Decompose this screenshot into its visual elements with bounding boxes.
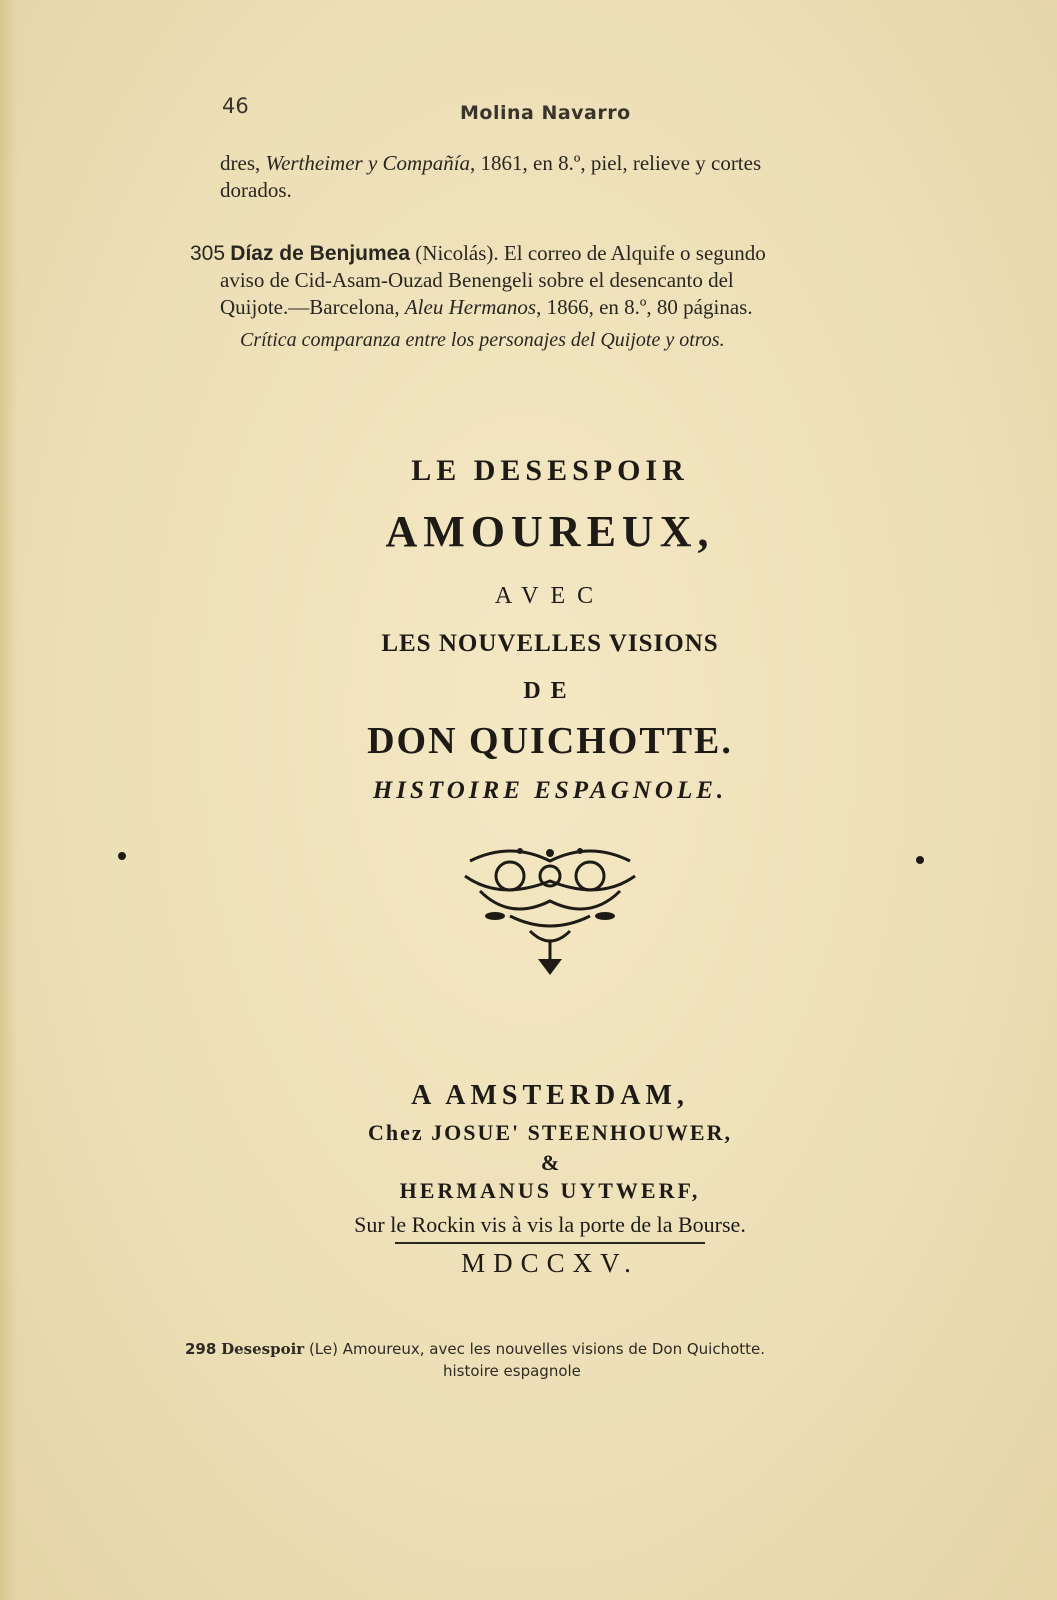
page-header [0,94,1057,134]
imprint-block [190,1080,910,1279]
ink-speck [916,856,924,864]
caption-line-2: histoire espagnole [443,1362,581,1380]
entry-304-text-b: , 1861, en 8.º, piel, relieve y cortes [470,151,762,175]
title-line-amoureux: AMOUREUX, [385,507,715,556]
entry-305-number: 305 [190,242,226,265]
entry-305-publisher: Aleu Hermanos [404,295,537,319]
imprint-ampersand: & [540,1150,560,1175]
page-edge-shadow [0,0,18,1600]
entry-304 [190,150,920,204]
entry-305 [190,240,920,354]
title-line-histoire: HISTOIRE ESPAGNOLE. [372,777,728,804]
entry-304-line2: dorados. [220,178,292,202]
entry-305-line1 [190,240,920,267]
entry-305-author-given: (Nicolás). [410,241,499,265]
title-page-reproduction [190,440,910,981]
title-line-desespoir: LE DESESPOIR [411,454,689,487]
caption-keyword: Desespoir [221,1340,305,1358]
entry-305-line2: aviso de Cid-Asam-Ouzad Benengeli sobre el desencanto del [220,268,734,292]
entry-305-text-3a: Quijote.—Barcelona, [220,295,405,319]
imprint-city: A AMSTERDAM, [411,1080,689,1111]
page-number: 46 [222,94,249,118]
ink-speck [118,852,126,860]
entry-304-text-a: dres, [220,151,266,175]
entry-305-author: Díaz de Benjumea [230,242,411,265]
caption-number: 298 [185,1340,217,1358]
entry-305-note: Crítica comparanza entre los personajes del Quijote y otros. [240,329,725,351]
title-line-avec: AVEC [494,583,606,609]
title-line-don-quichotte: DON QUICHOTTE. [367,720,733,762]
imprint-printer-2: HERMANUS UYTWERF, [399,1178,701,1203]
imprint-printer-1: Chez JOSUE' STEENHOUWER, [368,1120,732,1145]
caption-line-1 [185,1338,905,1360]
entry-305-line3 [190,294,920,321]
imprint-rule [395,1242,705,1244]
entry-304-line1 [190,150,920,177]
printer-ornament-icon [450,841,650,981]
running-title: Molina Navarro [460,102,631,124]
entry-304-publisher: Wertheimer y Compañía [265,151,471,175]
figure-caption [185,1338,905,1382]
entry-305-text-1: El correo de Alquife o segundo [498,241,766,265]
title-line-de: DE [523,678,577,704]
imprint-year: MDCCXV. [461,1248,639,1278]
caption-text-1: (Le) Amoureux, avec les nouvelles visions de Don Quichotte. [304,1340,766,1358]
imprint-address: Sur le Rockin vis à vis la porte de la Bourse. [354,1212,746,1237]
entry-305-text-3b: , 1866, en 8.º, 80 páginas. [536,295,753,319]
title-line-nouvelles-visions: LES NOUVELLES VISIONS [381,630,719,657]
